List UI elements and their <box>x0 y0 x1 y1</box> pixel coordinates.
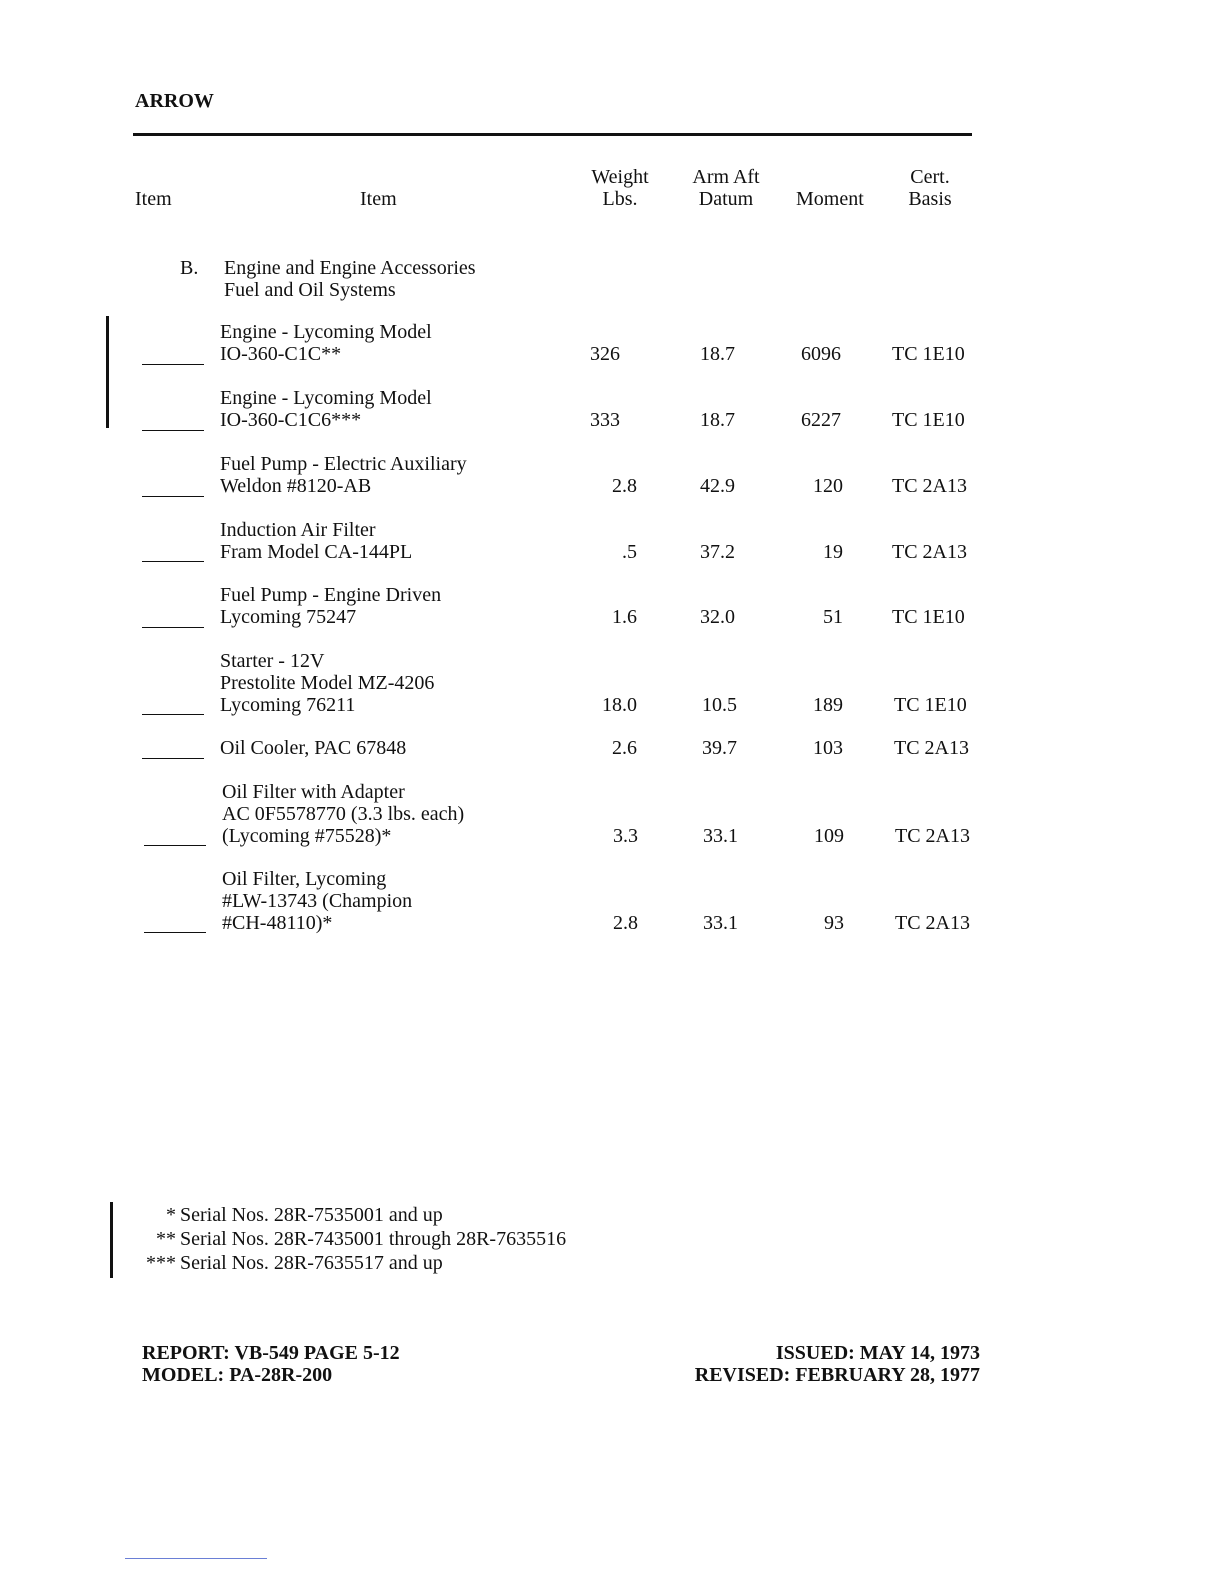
row-cert: TC 2A13 <box>892 475 967 497</box>
row-moment: 109 <box>814 825 844 847</box>
row-cert: TC 2A13 <box>894 737 969 759</box>
row-cert: TC 2A13 <box>892 541 967 563</box>
row-weight: 1.6 <box>612 606 637 628</box>
check-blank <box>142 430 204 431</box>
check-blank <box>144 845 206 846</box>
table-row-description <box>220 584 441 628</box>
row-moment: 6227 <box>801 409 841 431</box>
row-moment: 120 <box>813 475 843 497</box>
row-line: Starter - 12V <box>220 650 325 672</box>
table-row-description <box>222 868 412 934</box>
row-moment: 93 <box>824 912 844 934</box>
row-line: AC 0F5578770 (3.3 lbs. each) <box>222 803 465 825</box>
row-moment: 19 <box>823 541 843 563</box>
row-moment: 6096 <box>801 343 841 365</box>
column-header-item-blank: Item <box>135 188 172 210</box>
table-row-description <box>220 453 467 497</box>
column-header-cert <box>892 166 968 210</box>
table-row-description <box>220 519 412 563</box>
scan-artifact-line <box>125 1558 267 1559</box>
row-weight: 333 <box>590 409 620 431</box>
row-weight: 18.0 <box>602 694 637 716</box>
page-title: ARROW <box>135 90 214 112</box>
column-header-arm <box>680 166 772 210</box>
check-blank <box>142 496 204 497</box>
row-line: Weldon #8120-AB <box>220 475 372 497</box>
footnote-text: Serial Nos. 28R-7435001 through 28R-7635516 <box>180 1228 567 1250</box>
row-line: Prestolite Model MZ-4206 <box>220 672 435 694</box>
row-weight: 2.8 <box>612 475 637 497</box>
table-row-description <box>220 737 406 759</box>
revision-bar <box>106 316 109 428</box>
row-line: #CH-48110)* <box>222 912 333 934</box>
column-header-cert-line1: Cert. <box>910 166 950 188</box>
row-line: Lycoming 76211 <box>220 694 356 716</box>
column-header-arm-line2: Datum <box>698 188 754 210</box>
row-arm: 18.7 <box>700 409 735 431</box>
section-title <box>224 257 476 301</box>
row-arm: 18.7 <box>700 343 735 365</box>
row-line: Oil Cooler, PAC 67848 <box>220 737 407 759</box>
row-line: IO-360-C1C** <box>220 343 342 365</box>
header-divider <box>133 133 972 136</box>
row-weight: 2.8 <box>613 912 638 934</box>
row-weight: .5 <box>622 541 637 563</box>
row-cert: TC 2A13 <box>895 825 970 847</box>
section-title-line2: Fuel and Oil Systems <box>224 279 396 301</box>
row-line: Engine - Lycoming Model <box>220 387 432 409</box>
row-arm: 33.1 <box>703 825 738 847</box>
check-blank <box>144 932 206 933</box>
row-cert: TC 1E10 <box>892 343 965 365</box>
table-row-description <box>220 387 432 431</box>
footnote-mark: ** <box>156 1228 176 1250</box>
row-arm: 42.9 <box>700 475 735 497</box>
table-row-description <box>222 781 464 847</box>
footnote-text: Serial Nos. 28R-7635517 and up <box>180 1252 443 1274</box>
row-arm: 39.7 <box>702 737 737 759</box>
row-line: Fram Model CA-144PL <box>220 541 413 563</box>
footnote-text: Serial Nos. 28R-7535001 and up <box>180 1204 443 1226</box>
row-cert: TC 1E10 <box>892 606 965 628</box>
footer-revised: REVISED: FEBRUARY 28, 1977 <box>694 1364 980 1386</box>
row-line: (Lycoming #75528)* <box>222 825 392 847</box>
section-title-line1: Engine and Engine Accessories <box>224 257 476 279</box>
row-cert: TC 1E10 <box>892 409 965 431</box>
column-header-arm-line1: Arm Aft <box>692 166 760 188</box>
revision-bar <box>110 1202 113 1278</box>
footer-issued: ISSUED: MAY 14, 1973 <box>775 1342 980 1364</box>
table-row-description <box>220 321 432 365</box>
column-header-weight-line1: Weight <box>591 166 649 188</box>
table-row-description <box>220 650 434 716</box>
footnote-mark: * <box>166 1204 176 1226</box>
row-line: Oil Filter with Adapter <box>222 781 405 803</box>
row-cert: TC 1E10 <box>894 694 967 716</box>
row-weight: 3.3 <box>613 825 638 847</box>
row-line: Engine - Lycoming Model <box>220 321 432 343</box>
column-header-item: Item <box>360 188 397 210</box>
check-blank <box>142 714 204 715</box>
footer-report: REPORT: VB-549 PAGE 5-12 <box>142 1342 400 1364</box>
row-moment: 103 <box>813 737 843 759</box>
row-line: Lycoming 75247 <box>220 606 357 628</box>
row-arm: 10.5 <box>702 694 737 716</box>
column-header-moment: Moment <box>796 188 864 210</box>
row-line: Fuel Pump - Engine Driven <box>220 584 442 606</box>
row-line: #LW-13743 (Champion <box>222 890 413 912</box>
row-moment: 51 <box>823 606 843 628</box>
footnote-mark: *** <box>146 1252 176 1274</box>
check-blank <box>142 561 204 562</box>
footer-model: MODEL: PA-28R-200 <box>142 1364 333 1386</box>
check-blank <box>142 758 204 759</box>
row-line: Fuel Pump - Electric Auxiliary <box>220 453 467 475</box>
row-cert: TC 2A13 <box>895 912 970 934</box>
column-header-cert-line2: Basis <box>908 188 952 210</box>
column-header-weight <box>582 166 658 210</box>
row-line: Induction Air Filter <box>220 519 376 541</box>
row-weight: 326 <box>590 343 620 365</box>
column-header-weight-line2: Lbs. <box>602 188 638 210</box>
row-arm: 37.2 <box>700 541 735 563</box>
section-letter: B. <box>180 257 199 279</box>
row-line: IO-360-C1C6*** <box>220 409 362 431</box>
row-arm: 33.1 <box>703 912 738 934</box>
row-arm: 32.0 <box>700 606 735 628</box>
check-blank <box>142 364 204 365</box>
row-line: Oil Filter, Lycoming <box>222 868 387 890</box>
check-blank <box>142 627 204 628</box>
row-moment: 189 <box>813 694 843 716</box>
row-weight: 2.6 <box>612 737 637 759</box>
